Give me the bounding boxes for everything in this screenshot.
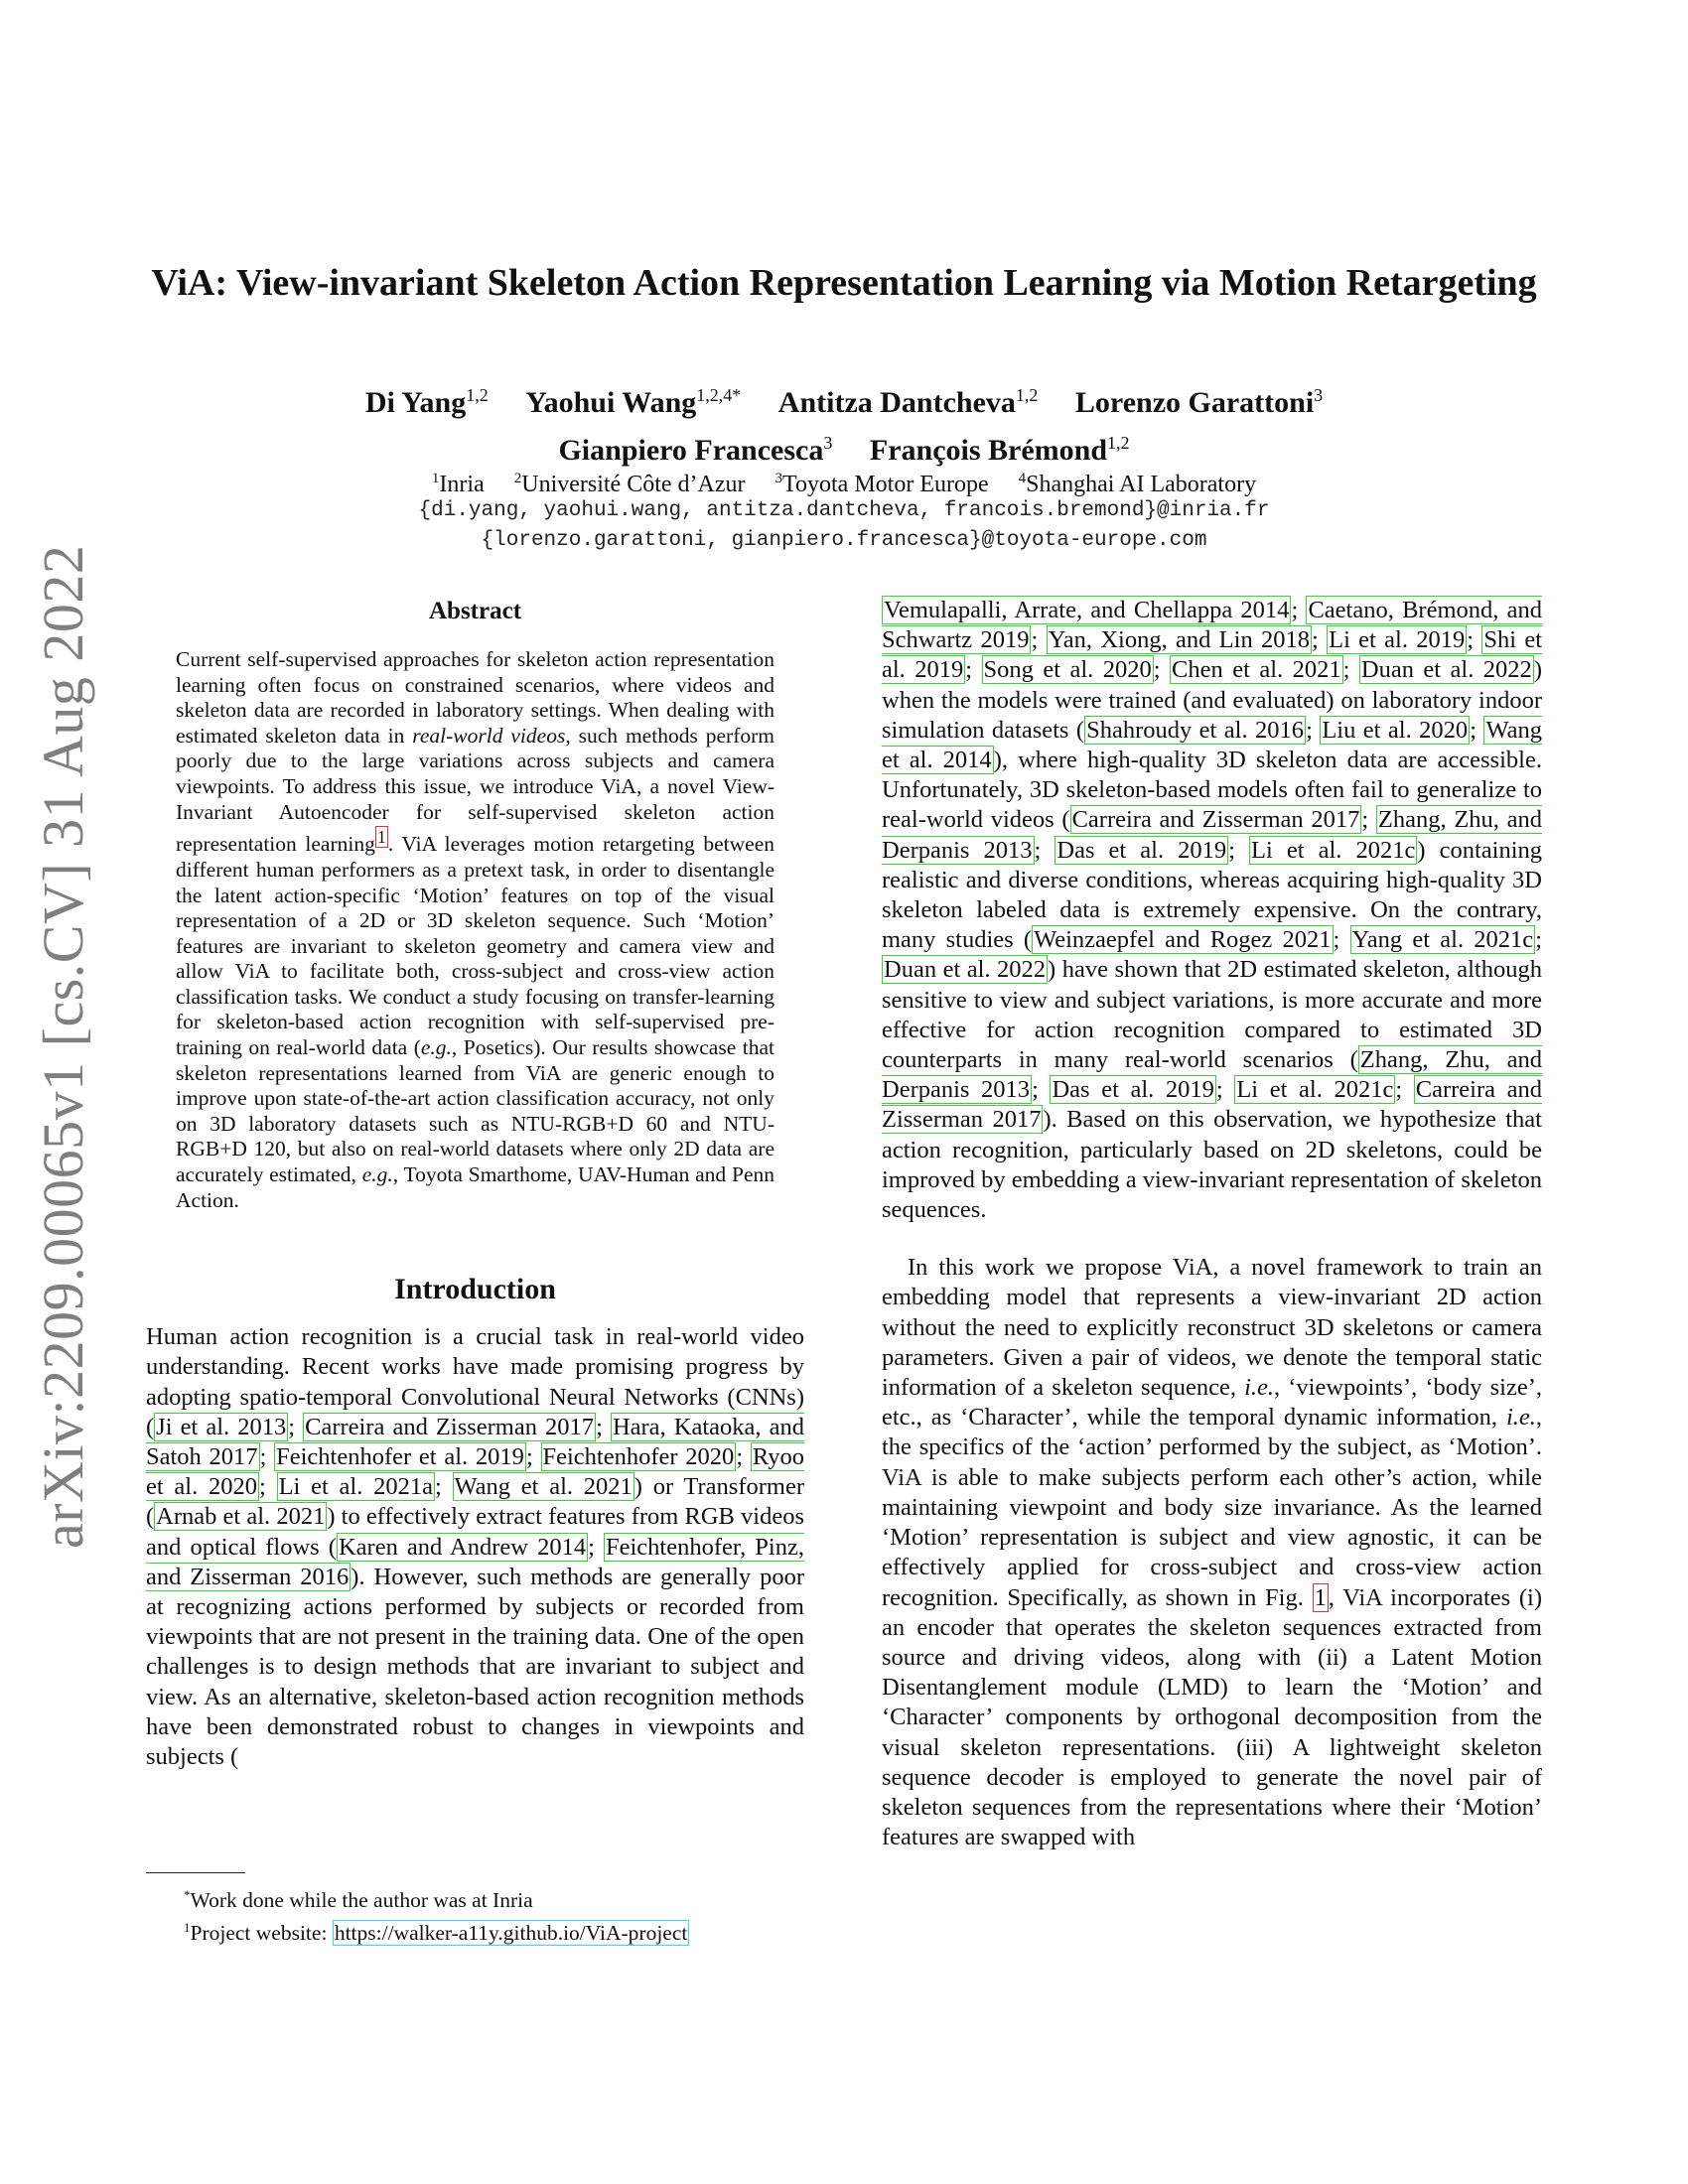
citation-link[interactable]: Zhang, Zhu, and Derpanis 2013 (882, 806, 1542, 864)
author: Di Yang$^{1,2}$ (364, 385, 489, 419)
affiliation: $^4$Shanghai AI Laboratory (1018, 471, 1257, 497)
figure-link[interactable]: 1 (1314, 1583, 1327, 1611)
citation-link[interactable]: Chen et al. 2021 (1172, 656, 1341, 684)
footnote-link[interactable]: 1 (376, 827, 386, 848)
abstract-heading: Abstract (428, 598, 522, 624)
author: Antitza Dantcheva$^{1,2}$ (777, 385, 1039, 419)
author-list (149, 375, 1539, 471)
citation-link[interactable]: Yan, Xiong, and Lin 2018 (1048, 626, 1310, 654)
arxiv-identifier: arXiv:2209.00065v1 [cs.CV] 31 Aug 2022 (31, 544, 95, 1549)
citation-link[interactable]: Carreira and Zisserman 2017 (305, 1413, 595, 1440)
citation-link[interactable]: Ryoo et al. 2020 (146, 1443, 804, 1501)
citation-link[interactable]: Shi et al. 2019 (882, 626, 1543, 684)
citation-link[interactable]: Ji et al. 2013 (156, 1413, 287, 1440)
footnotes (146, 1872, 804, 1947)
left-column (146, 596, 804, 1772)
citation-link[interactable]: Wang et al. 2014 (882, 716, 1542, 774)
abstract-body: Current self-supervised approaches for skeleton action representation learning often focus on constrained scenarios, where videos and skeleton data are recorded in laboratory settings. When dealing with estimated skeleton data in real-world videos, such methods perform poorly due to the large variations across subjects and camera viewpoints. To address this issue, we introduce ViA, a novel View-Invariant Autoencoder for self-supervised skeleton action representation learning $^1$. ViA leverages motion retargeting between different human performers as a pretext task, in order to disentangle the latent action-specific ‘Motion’ features on top of the visual representation of a 2D or 3D skeleton sequence. Such ‘Motion’ features are invariant to skeleton geometry and camera view and allow ViA to facilitate both, cross-subject and cross-view action classification tasks. We conduct a study focusing on transfer-learning for skeleton-based action recognition with self-supervised pre-training on real-world data (e.g., Posetics). Our results showcase that skeleton representations learned from ViA are generic enough to improve upon state-of-the-art action classification accuracy, not only on 3D laboratory datasets such as NTU-RGB+D 60 and NTU-RGB+D 120, but also on real-world datasets where only 2D data are accurately estimated, e.g., Toyota Smarthome, UAV-Human and Penn Action. (176, 647, 774, 1212)
citation-link[interactable]: Weinzaepfel and Rogez 2021 (1034, 926, 1332, 954)
citation-link[interactable]: Zhang, Zhu, and Derpanis 2013 (882, 1046, 1542, 1104)
email-line: {di.yang, yaohui.wang, antitza.dantcheva, francois.bremond}@inria.fr (418, 499, 1270, 522)
intro-paragraph-2: In this work we propose ViA, a novel framework to train an embedding model that represents a view-invariant 2D action without the need to explicitly reconstruct 3D skeletons or camera parameters. Given a pair of videos, we denote the temporal static information of a skeleton sequence, i.e., ‘viewpoints’, ‘body size’, etc., as ‘Character’, while the temporal dynamic information, i.e., the specifics of the ‘action’ performed by the subject, as ‘Motion’. ViA is able to make subjects perform each other’s action, while maintaining viewpoint and body size invariance. As the learned ‘Motion’ representation is subject and view agnostic, it can be effectively applied for cross-subject and cross-view action recognition. Specifically, as shown in Fig. 1, ViA incorporates (i) an encoder that operates the skeleton sequences extracted from source and driving videos, along with (ii) a Latent Motion Disentanglement module (LMD) to learn the ‘Motion’ and ‘Character’ components by orthogonal decomposition from the visual skeleton representations. (iii) A lightweight skeleton sequence decoder is employed to generate the novel pair of skeleton sequences from the representations where their ‘Motion’ features are swapped with (882, 1254, 1543, 1851)
email-line: {lorenzo.garattoni, gianpiero.francesca}@toyota-europe.com (481, 529, 1207, 552)
author: Yaohui Wang$^{1,2,4*}$ (525, 385, 742, 419)
project-website-link[interactable]: https://walker-a11y.github.io/ViA-project (334, 1921, 688, 1946)
affiliation: $^1$Inria (431, 471, 485, 497)
citation-link[interactable]: Karen and Andrew 2014 (338, 1533, 587, 1561)
author: Lorenzo Garattoni$^3$ (1074, 385, 1324, 419)
author: Gianpiero Francesca$^3$ (558, 433, 833, 467)
citation-link[interactable]: Duan et al. 2022 (884, 956, 1047, 984)
citation-link[interactable]: Feichtenhofer 2020 (542, 1443, 735, 1471)
citation-link[interactable]: Wang et al. 2021 (454, 1473, 633, 1501)
intro-paragraph-1-continued: Vemulapalli, Arrate, and Chellappa 2014; Caetano, Brémond, and Schwartz 2019; Yan, Xiong, and Lin 2018; Li et al. 2019; Shi et al. 2019; Song et al. 2020; Chen et al. 2021; Duan et al. 2022) when the models were trained (and evaluated) on laboratory indoor simulation datasets (Shahroudy et al. 2016; Liu et al. 2020; Wang et al. 2014), where high-quality 3D skeleton data are accessible. Unfortunately, 3D skeleton-based models often fail to generalize to real-world videos (Carreira and Zisserman 2017; Zhang, Zhu, and Derpanis 2013; Das et al. 2019; Li et al. 2021c) containing realistic and diverse conditions, whereas acquiring high-quality 3D skeleton labeled data is extremely expensive. On the contrary, many studies (Weinzaepfel and Rogez 2021; Yang et al. 2021c; Duan et al. 2022) have shown that 2D estimated skeleton, although sensitive to view and subject variations, is more accurate and more effective for action recognition compared to estimated 3D counterparts in many real-world scenarios (Zhang, Zhu, and Derpanis 2013; Das et al. 2019; Li et al. 2021c; Carreira and Zisserman 2017). Based on this observation, we hypothesize that action recognition, particularly based on 2D skeletons, could be improved by embedding a view-invariant representation of skeleton sequences. (882, 597, 1543, 1224)
citation-link[interactable]: Li et al. 2019 (1329, 626, 1466, 654)
citation-link[interactable]: Duan et al. 2022 (1360, 656, 1532, 684)
footnote-rule (146, 1872, 245, 1873)
citation-link[interactable]: Vemulapalli, Arrate, and Chellappa 2014 (884, 597, 1290, 623)
citation-link[interactable]: Carreira and Zisserman 2017 (882, 1076, 1542, 1134)
citation-link[interactable]: Hara, Kataoka, and Satoh 2017 (146, 1413, 804, 1471)
citation-link[interactable]: Arnab et al. 2021 (156, 1503, 326, 1531)
right-column (882, 596, 1542, 1852)
affiliation: $^2$Université Côte d’Azur (513, 471, 746, 497)
footnote: $^1$Project website: https://walker-a11y.github.io/ViA-project (184, 1920, 688, 1946)
affiliation-list (149, 463, 1539, 500)
author: François Brémond$^{1,2}$ (869, 433, 1130, 467)
citation-link[interactable]: Li et al. 2021a (278, 1473, 433, 1501)
citation-link[interactable]: Liu et al. 2020 (1322, 716, 1469, 744)
intro-paragraph-1: Human action recognition is a crucial task in real-world video understanding. Recent works have made promising progress by adopting spatio-temporal Convolutional Neural Networks (CNNs) (Ji et al. 2013; Carreira and Zisserman 2017; Hara, Kataoka, and Satoh 2017; Feichtenhofer et al. 2019; Feichtenhofer 2020; Ryoo et al. 2020; Li et al. 2021a; Wang et al. 2021) or Transformer (Arnab et al. 2021) to effectively extract features from RGB videos and optical flows (Karen and Andrew 2014; Feichtenhofer, Pinz, and Zisserman 2016). However, such methods are generally poor at recognizing actions performed by subjects or recorded from viewpoints that are not present in the training data. One of the open challenges is to design methods that are invariant to subject and view. As an alternative, skeleton-based action recognition methods have been demonstrated robust to changes in viewpoints and subjects ( (146, 1323, 804, 1771)
citation-link[interactable]: Shahroudy et al. 2016 (1086, 716, 1305, 744)
citation-link[interactable]: Feichtenhofer, Pinz, and Zisserman 2016 (146, 1533, 804, 1590)
affiliation: $^3$Toyota Motor Europe (774, 471, 989, 497)
citation-link[interactable]: Caetano, Brémond, and Schwartz 2019 (882, 597, 1542, 654)
citation-link[interactable]: Song et al. 2020 (983, 656, 1152, 684)
citation-link[interactable]: Li et al. 2021c (1236, 1076, 1394, 1104)
footnote: *Work done while the author was at Inria (184, 1887, 533, 1913)
citation-link[interactable]: Das et al. 2019 (1052, 1076, 1214, 1104)
citation-link[interactable]: Li et al. 2021c (1251, 836, 1416, 864)
section-heading-introduction: Introduction (394, 1273, 556, 1306)
citation-link[interactable]: Das et al. 2019 (1056, 836, 1227, 864)
email-block (149, 496, 1539, 556)
paper-title: ViA: View-invariant Skeleton Action Representation Learning via Motion Retargeting (151, 262, 1537, 304)
citation-link[interactable]: Yang et al. 2021c (1351, 926, 1534, 954)
citation-link[interactable]: Feichtenhofer et al. 2019 (276, 1443, 524, 1471)
citation-link[interactable]: Carreira and Zisserman 2017 (1071, 806, 1360, 834)
